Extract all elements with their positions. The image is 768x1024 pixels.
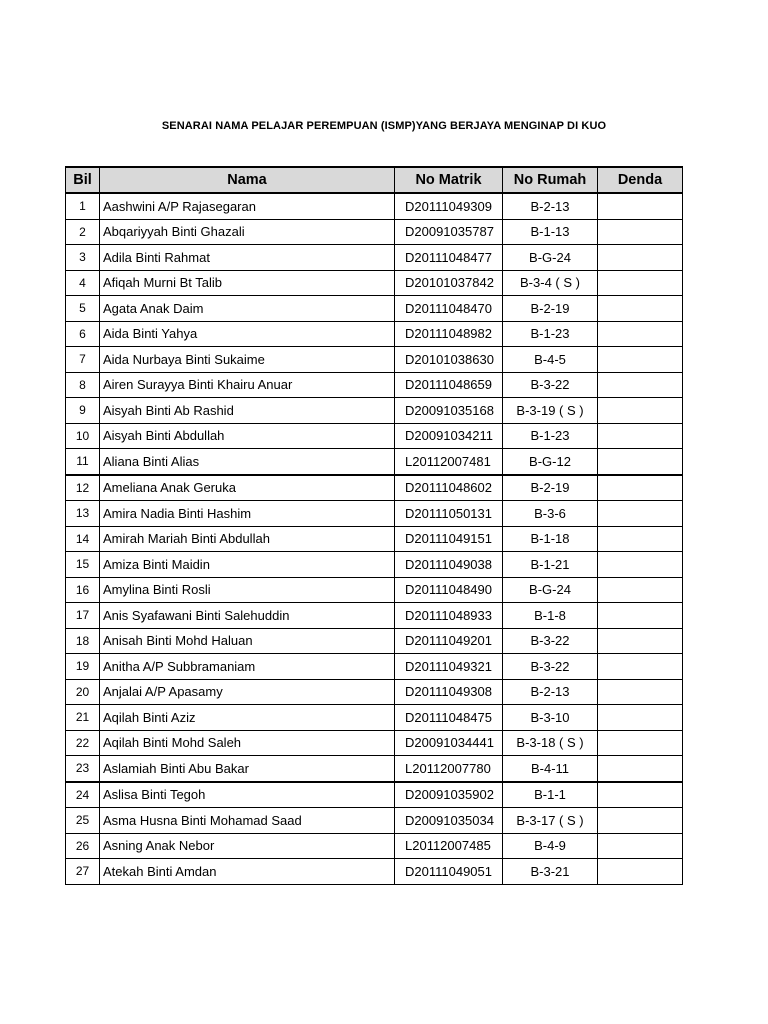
- cell-no-rumah: B-1-23: [503, 423, 598, 449]
- cell-bil: 10: [66, 423, 100, 449]
- cell-nama: Aisyah Binti Abdullah: [100, 423, 395, 449]
- cell-nama: Amiza Binti Maidin: [100, 552, 395, 578]
- cell-no-rumah: B-2-13: [503, 193, 598, 219]
- cell-no-rumah: B-3-18 ( S ): [503, 730, 598, 756]
- cell-no-matrik: D20091035034: [395, 808, 503, 834]
- cell-nama: Anisah Binti Mohd Haluan: [100, 628, 395, 654]
- cell-no-matrik: D20111049308: [395, 679, 503, 705]
- cell-denda: [598, 526, 683, 552]
- cell-no-rumah: B-1-21: [503, 552, 598, 578]
- cell-bil: 9: [66, 398, 100, 424]
- table-row: [66, 270, 683, 296]
- cell-nama: Aashwini A/P Rajasegaran: [100, 193, 395, 219]
- table-row: [66, 628, 683, 654]
- header-row: [66, 167, 683, 193]
- header-nama: Nama: [100, 167, 395, 193]
- table-row: [66, 449, 683, 475]
- table-row: [66, 730, 683, 756]
- cell-no-matrik: D20111049201: [395, 628, 503, 654]
- cell-no-rumah: B-3-22: [503, 372, 598, 398]
- cell-denda: [598, 654, 683, 680]
- table-row: [66, 475, 683, 501]
- cell-nama: Agata Anak Daim: [100, 296, 395, 322]
- cell-nama: Ameliana Anak Geruka: [100, 475, 395, 501]
- cell-denda: [598, 859, 683, 885]
- cell-no-matrik: D20101038630: [395, 347, 503, 373]
- table-row: [66, 756, 683, 782]
- cell-nama: Aliana Binti Alias: [100, 449, 395, 475]
- cell-bil: 3: [66, 245, 100, 271]
- cell-denda: [598, 347, 683, 373]
- cell-denda: [598, 423, 683, 449]
- cell-no-rumah: B-3-10: [503, 705, 598, 731]
- cell-nama: Aida Binti Yahya: [100, 321, 395, 347]
- cell-no-matrik: D20111049051: [395, 859, 503, 885]
- cell-no-matrik: L20112007481: [395, 449, 503, 475]
- table-row: [66, 219, 683, 245]
- cell-denda: [598, 705, 683, 731]
- cell-denda: [598, 808, 683, 834]
- cell-nama: Asning Anak Nebor: [100, 833, 395, 859]
- cell-bil: 16: [66, 577, 100, 603]
- table-row: [66, 654, 683, 680]
- cell-denda: [598, 782, 683, 808]
- table-body: [66, 193, 683, 884]
- cell-denda: [598, 577, 683, 603]
- table-row: [66, 423, 683, 449]
- cell-no-matrik: L20112007780: [395, 756, 503, 782]
- cell-nama: Abqariyyah Binti Ghazali: [100, 219, 395, 245]
- table-row: [66, 321, 683, 347]
- header-no-matrik: No Matrik: [395, 167, 503, 193]
- table-row: [66, 679, 683, 705]
- table-row: [66, 526, 683, 552]
- cell-no-rumah: B-4-5: [503, 347, 598, 373]
- cell-bil: 20: [66, 679, 100, 705]
- cell-no-matrik: D20111048470: [395, 296, 503, 322]
- cell-no-matrik: D20091035168: [395, 398, 503, 424]
- cell-no-matrik: D20111048490: [395, 577, 503, 603]
- cell-nama: Aida Nurbaya Binti Sukaime: [100, 347, 395, 373]
- cell-nama: Aqilah Binti Mohd Saleh: [100, 730, 395, 756]
- cell-bil: 1: [66, 193, 100, 219]
- table-row: [66, 603, 683, 629]
- cell-no-matrik: D20091034441: [395, 730, 503, 756]
- cell-bil: 12: [66, 475, 100, 501]
- cell-bil: 15: [66, 552, 100, 578]
- cell-nama: Aslisa Binti Tegoh: [100, 782, 395, 808]
- cell-nama: Airen Surayya Binti Khairu Anuar: [100, 372, 395, 398]
- cell-denda: [598, 372, 683, 398]
- cell-no-matrik: D20111048602: [395, 475, 503, 501]
- cell-bil: 17: [66, 603, 100, 629]
- cell-no-rumah: B-3-6: [503, 501, 598, 527]
- cell-no-rumah: B-3-22: [503, 628, 598, 654]
- cell-no-matrik: D20111049309: [395, 193, 503, 219]
- cell-bil: 4: [66, 270, 100, 296]
- cell-denda: [598, 193, 683, 219]
- cell-no-rumah: B-1-18: [503, 526, 598, 552]
- cell-denda: [598, 270, 683, 296]
- cell-denda: [598, 219, 683, 245]
- cell-no-rumah: B-1-13: [503, 219, 598, 245]
- header-denda: Denda: [598, 167, 683, 193]
- cell-nama: Amylina Binti Rosli: [100, 577, 395, 603]
- table-row: [66, 705, 683, 731]
- cell-denda: [598, 296, 683, 322]
- cell-nama: Adila Binti Rahmat: [100, 245, 395, 271]
- cell-bil: 21: [66, 705, 100, 731]
- cell-no-rumah: B-1-23: [503, 321, 598, 347]
- cell-nama: Anitha A/P Subbramaniam: [100, 654, 395, 680]
- table-row: [66, 501, 683, 527]
- cell-nama: Anis Syafawani Binti Salehuddin: [100, 603, 395, 629]
- cell-bil: 24: [66, 782, 100, 808]
- table-row: [66, 193, 683, 219]
- cell-no-matrik: D20101037842: [395, 270, 503, 296]
- cell-bil: 18: [66, 628, 100, 654]
- cell-nama: Aqilah Binti Aziz: [100, 705, 395, 731]
- cell-denda: [598, 475, 683, 501]
- cell-no-matrik: L20112007485: [395, 833, 503, 859]
- table-row: [66, 782, 683, 808]
- cell-no-rumah: B-3-4 ( S ): [503, 270, 598, 296]
- cell-bil: 7: [66, 347, 100, 373]
- table-row: [66, 577, 683, 603]
- cell-no-matrik: D20111050131: [395, 501, 503, 527]
- cell-no-matrik: D20091035787: [395, 219, 503, 245]
- cell-denda: [598, 756, 683, 782]
- cell-no-rumah: B-G-24: [503, 577, 598, 603]
- cell-nama: Amirah Mariah Binti Abdullah: [100, 526, 395, 552]
- cell-nama: Atekah Binti Amdan: [100, 859, 395, 885]
- cell-denda: [598, 833, 683, 859]
- cell-no-rumah: B-G-24: [503, 245, 598, 271]
- student-table: [65, 166, 683, 885]
- table-row: [66, 245, 683, 271]
- cell-no-rumah: B-2-19: [503, 296, 598, 322]
- cell-bil: 27: [66, 859, 100, 885]
- table-row: [66, 552, 683, 578]
- cell-bil: 23: [66, 756, 100, 782]
- cell-no-matrik: D20111049321: [395, 654, 503, 680]
- cell-nama: Amira Nadia Binti Hashim: [100, 501, 395, 527]
- cell-nama: Asma Husna Binti Mohamad Saad: [100, 808, 395, 834]
- cell-bil: 19: [66, 654, 100, 680]
- cell-denda: [598, 449, 683, 475]
- cell-nama: Anjalai A/P Apasamy: [100, 679, 395, 705]
- cell-denda: [598, 245, 683, 271]
- cell-no-matrik: D20111049151: [395, 526, 503, 552]
- cell-no-matrik: D20111048477: [395, 245, 503, 271]
- cell-denda: [598, 679, 683, 705]
- table-row: [66, 347, 683, 373]
- cell-no-matrik: D20111048475: [395, 705, 503, 731]
- header-no-rumah: No Rumah: [503, 167, 598, 193]
- table-row: [66, 859, 683, 885]
- cell-no-rumah: B-4-9: [503, 833, 598, 859]
- header-bil: Bil: [66, 167, 100, 193]
- cell-no-rumah: B-3-19 ( S ): [503, 398, 598, 424]
- cell-no-rumah: B-1-8: [503, 603, 598, 629]
- cell-bil: 2: [66, 219, 100, 245]
- cell-denda: [598, 603, 683, 629]
- table-row: [66, 398, 683, 424]
- cell-no-rumah: B-G-12: [503, 449, 598, 475]
- cell-bil: 26: [66, 833, 100, 859]
- cell-denda: [598, 628, 683, 654]
- cell-no-matrik: D20111048659: [395, 372, 503, 398]
- cell-denda: [598, 552, 683, 578]
- cell-nama: Aslamiah Binti Abu Bakar: [100, 756, 395, 782]
- cell-bil: 14: [66, 526, 100, 552]
- cell-bil: 6: [66, 321, 100, 347]
- cell-bil: 13: [66, 501, 100, 527]
- cell-no-matrik: D20091035902: [395, 782, 503, 808]
- cell-no-matrik: D20091034211: [395, 423, 503, 449]
- cell-no-matrik: D20111048982: [395, 321, 503, 347]
- cell-bil: 22: [66, 730, 100, 756]
- cell-no-rumah: B-4-11: [503, 756, 598, 782]
- cell-bil: 11: [66, 449, 100, 475]
- cell-nama: Aisyah Binti Ab Rashid: [100, 398, 395, 424]
- cell-denda: [598, 501, 683, 527]
- cell-bil: 8: [66, 372, 100, 398]
- cell-no-matrik: D20111049038: [395, 552, 503, 578]
- cell-denda: [598, 730, 683, 756]
- cell-denda: [598, 321, 683, 347]
- cell-no-rumah: B-2-19: [503, 475, 598, 501]
- table-row: [66, 296, 683, 322]
- cell-no-rumah: B-1-1: [503, 782, 598, 808]
- cell-no-rumah: B-3-21: [503, 859, 598, 885]
- cell-nama: Afiqah Murni Bt Talib: [100, 270, 395, 296]
- cell-bil: 5: [66, 296, 100, 322]
- cell-no-rumah: B-3-17 ( S ): [503, 808, 598, 834]
- cell-denda: [598, 398, 683, 424]
- cell-no-matrik: D20111048933: [395, 603, 503, 629]
- cell-bil: 25: [66, 808, 100, 834]
- document-title: SENARAI NAMA PELAJAR PEREMPUAN (ISMP)YANG BERJAYA MENGINAP DI KUO: [161, 120, 607, 132]
- cell-no-rumah: B-3-22: [503, 654, 598, 680]
- table-row: [66, 372, 683, 398]
- cell-no-rumah: B-2-13: [503, 679, 598, 705]
- table-row: [66, 808, 683, 834]
- table-row: [66, 833, 683, 859]
